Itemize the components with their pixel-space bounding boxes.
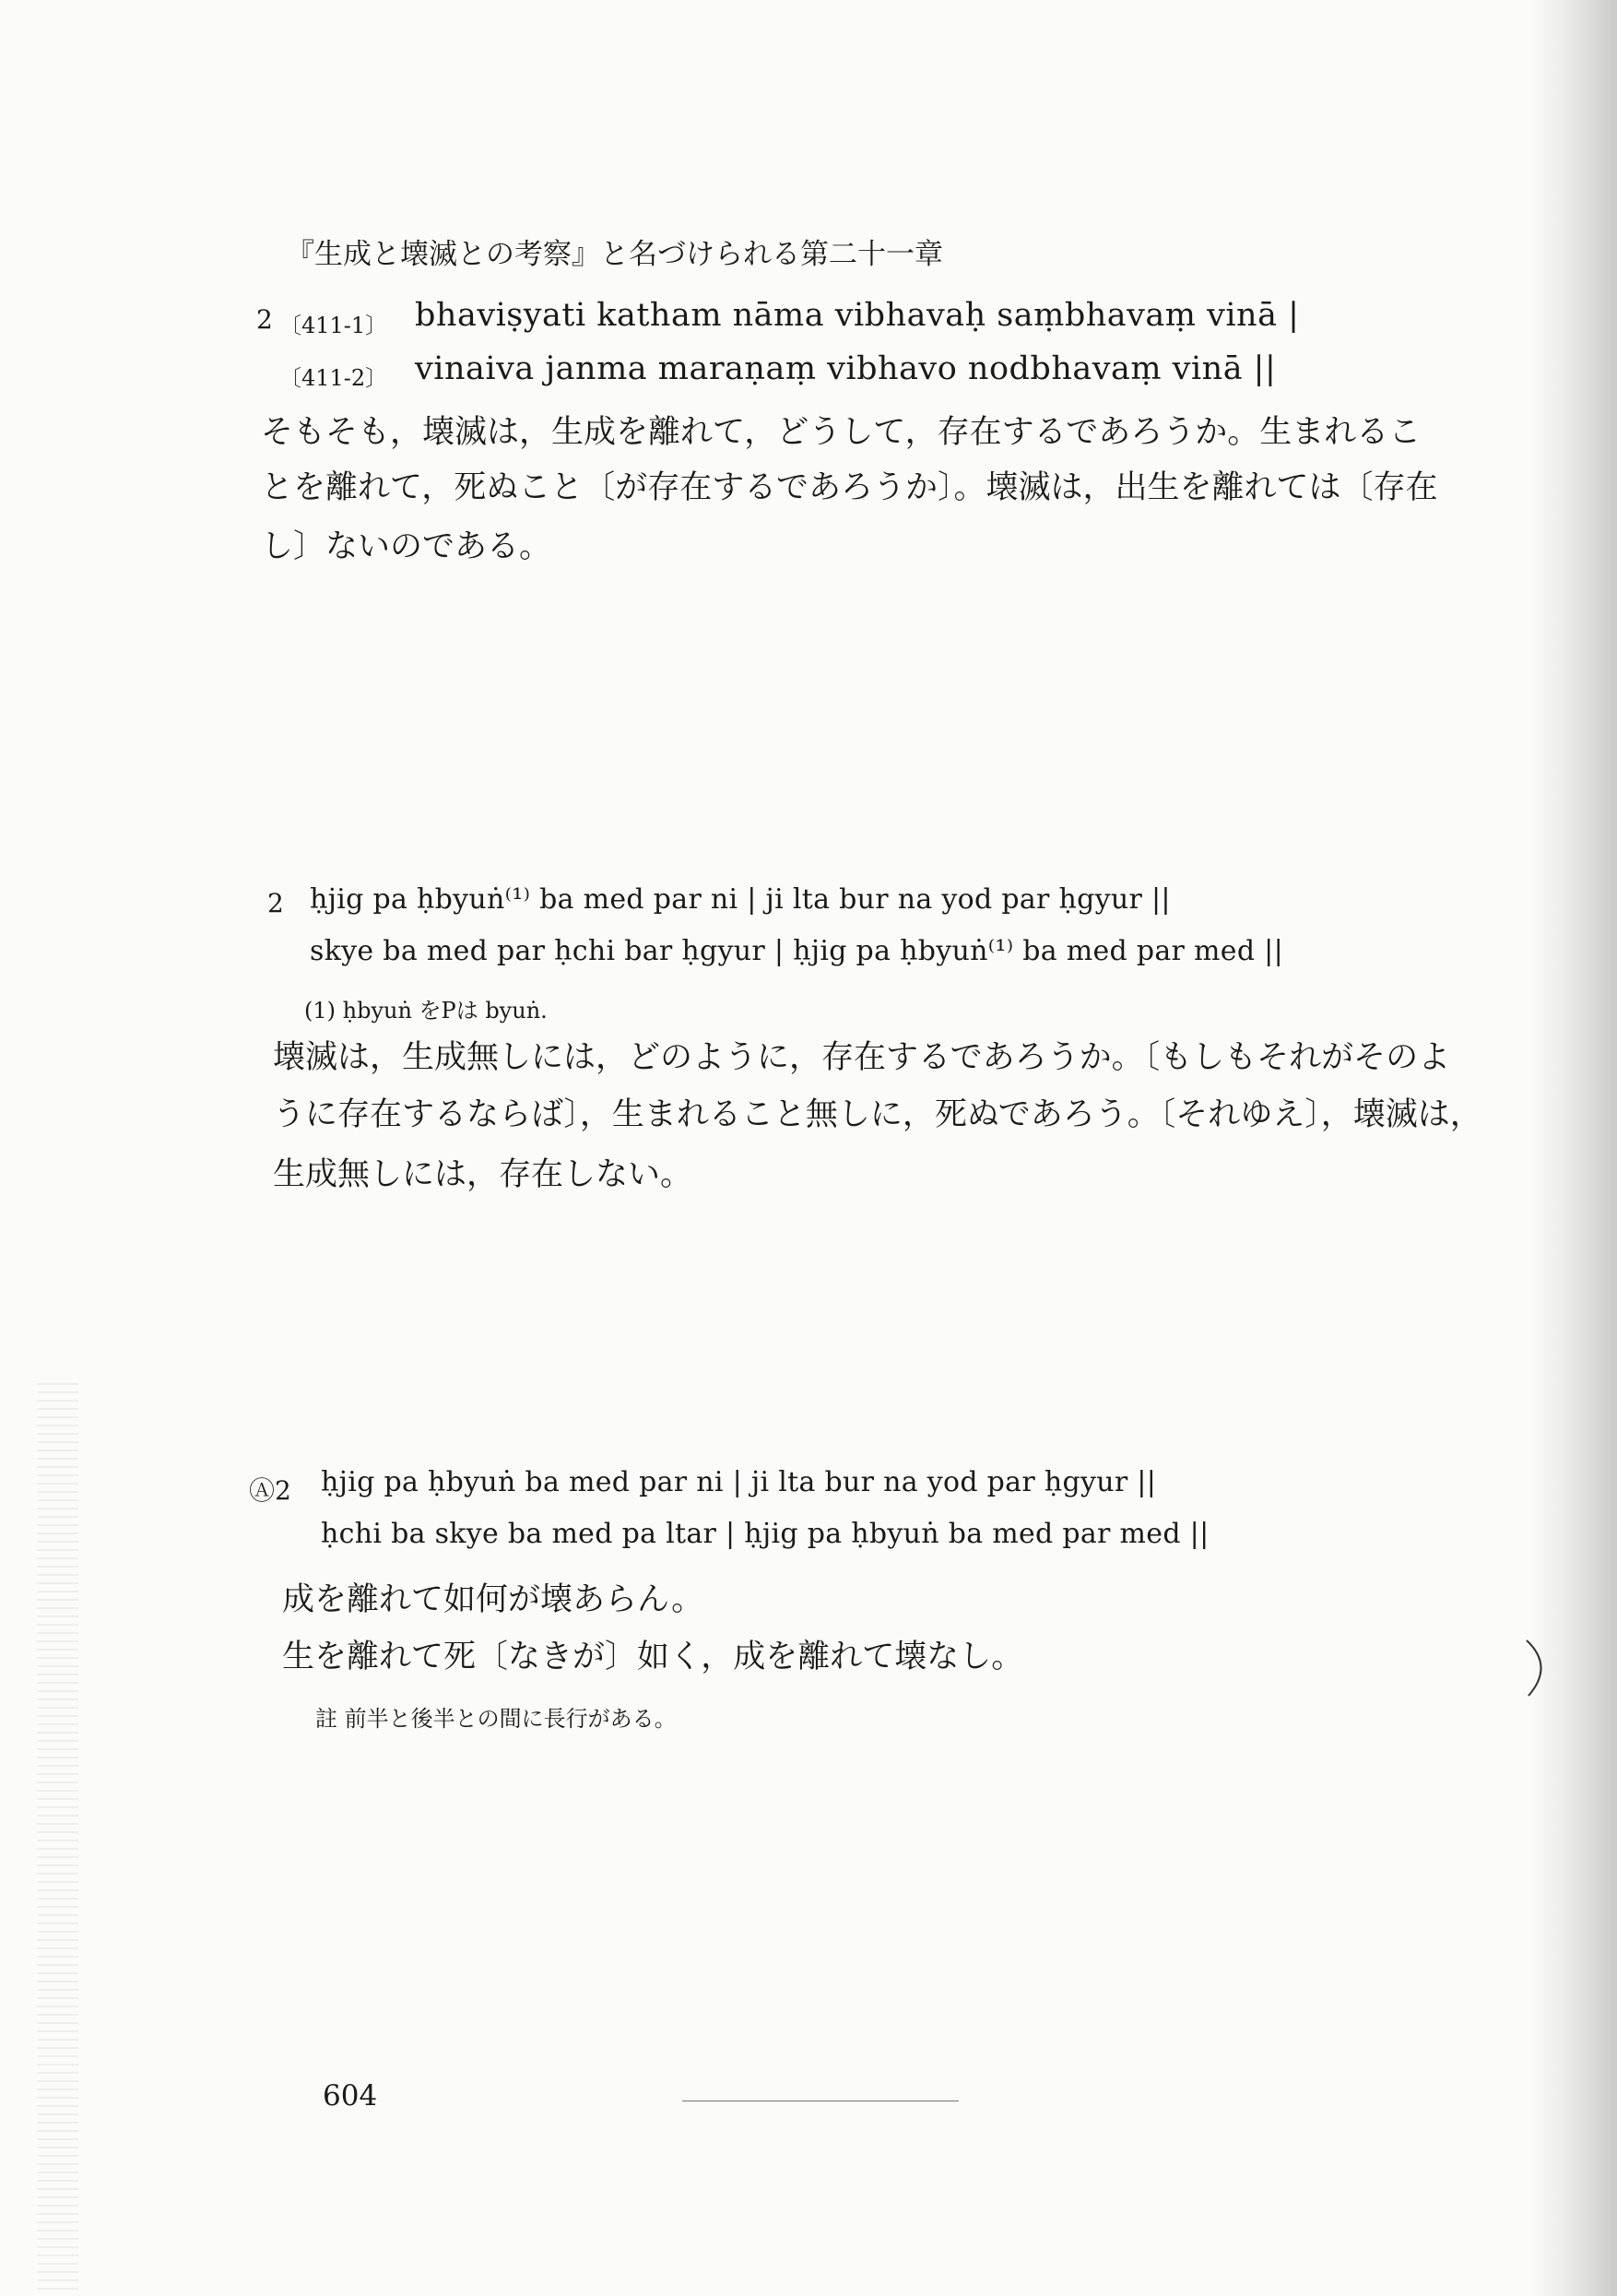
tibetan-line: ḥchi ba skye ba med pa ltar | ḥjig pa ḥbyuṅ ba med par med || [321, 1518, 1210, 1550]
japanese-translation-line: 生を離れて死〔なきが〕如く，成を離れて壊なし。 [282, 1639, 1024, 1675]
tibetan-line: ḥjig pa ḥbyuṅ ba med par ni | ji lta bur na yod par ḥgyur || [321, 1466, 1157, 1498]
chapter-title: 『生成と壊滅との考察』と名づけられる第二十一章 [286, 238, 943, 271]
japanese-translation-line: 生成無しには，存在しない。 [273, 1156, 693, 1193]
verse-number: 2 [256, 304, 273, 335]
footnote: (1) ḥbyuṅ をPは byuṅ. [304, 998, 548, 1024]
japanese-translation-line: 壊滅は，生成無しには，どのように，存在するであろうか。〔もしもそれがそのよ [273, 1039, 1451, 1076]
scan-edge-shadow [1529, 0, 1617, 2296]
page-number: 604 [323, 2079, 378, 2113]
verse-number: 2 [267, 888, 284, 918]
japanese-translation-line: うに存在するならば〕，生まれること無しに，死ぬであろう。〔それゆえ〕，壊滅は， [273, 1096, 1482, 1133]
sanskrit-line: vinaiva janma maraṇaṃ vibhavo nodbhavaṃ vinā || [415, 350, 1277, 387]
verse-number: Ⓐ2 [249, 1475, 291, 1506]
verse-ref: 〔411-1〕 [279, 313, 388, 338]
verse-ref: 〔411-2〕 [279, 365, 388, 391]
sanskrit-line: bhaviṣyati katham nāma vibhavaḥ saṃbhavaṃ vinā | [415, 297, 1300, 334]
bracket-mark [1521, 1637, 1558, 1701]
japanese-translation-line: そもそも，壊滅は，生成を離れて，どうして，存在するであろうか。生まれるこ [261, 414, 1422, 451]
japanese-translation-line: 成を離れて如何が壊あらん。 [282, 1581, 704, 1618]
tibetan-line: ḥjig pa ḥbyuṅ⁽¹⁾ ba med par ni | ji lta bur na yod par ḥgyur || [310, 883, 1171, 916]
scan-margin-noise [37, 1383, 78, 2296]
japanese-translation-line: とを離れて，死ぬこと〔が存在するであろうか〕。壊滅は，出生を離れては〔存在 [261, 469, 1438, 506]
tibetan-line: skye ba med par ḥchi bar ḥgyur | ḥjig pa ḥbyuṅ⁽¹⁾ ba med par med || [310, 935, 1283, 967]
japanese-translation-line: し〕ないのである。 [261, 528, 552, 565]
annotation-note: 註 前半と後半との間に長行がある。 [315, 1706, 677, 1732]
